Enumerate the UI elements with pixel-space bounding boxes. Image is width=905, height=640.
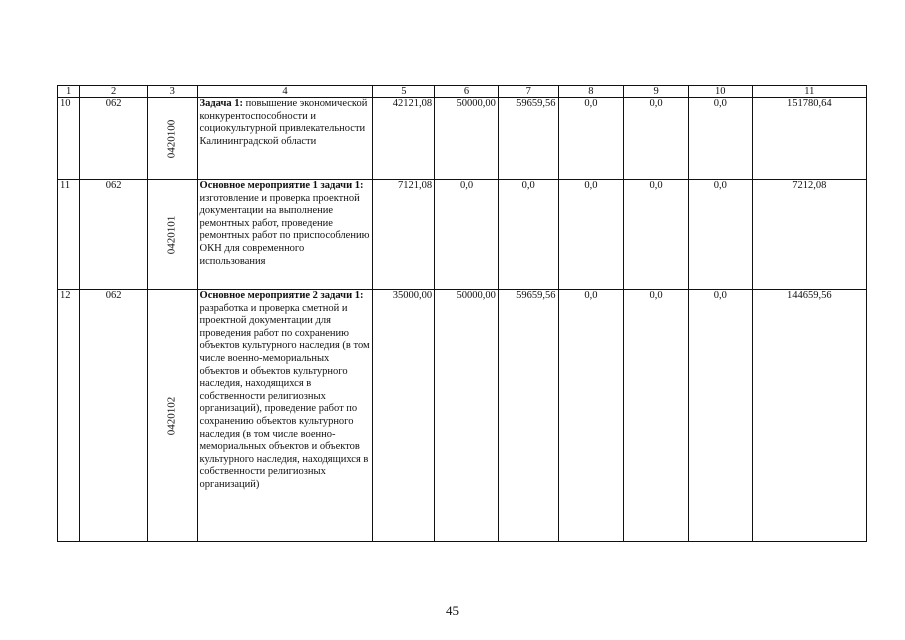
description-title: Задача 1:	[199, 98, 244, 109]
header-cell-7: 7	[498, 86, 558, 98]
value-col-10: 0,0	[688, 180, 752, 290]
ministry-code: 062	[80, 180, 148, 290]
ministry-code: 062	[80, 290, 148, 542]
value-col-5: 42121,08	[373, 98, 435, 180]
value-col-8: 0,0	[558, 290, 624, 542]
description-cell	[197, 98, 373, 180]
value-col-9: 0,0	[624, 180, 689, 290]
value-col-11: 151780,64	[752, 98, 866, 180]
value-col-8: 0,0	[558, 98, 624, 180]
value-col-6: 0,0	[435, 180, 499, 290]
value-col-10: 0,0	[688, 98, 752, 180]
value-col-6: 50000,00	[435, 290, 499, 542]
table-row	[58, 180, 867, 290]
csr-code: 0420102	[165, 396, 178, 435]
header-cell-2: 2	[80, 86, 148, 98]
ministry-code: 062	[80, 98, 148, 180]
header-cell-3: 3	[147, 86, 197, 98]
header-cell-9: 9	[624, 86, 689, 98]
header-cell-4: 4	[197, 86, 373, 98]
page-number: 45	[446, 603, 459, 618]
header-row	[58, 86, 867, 98]
value-col-6: 50000,00	[435, 98, 499, 180]
header-cell-10: 10	[688, 86, 752, 98]
description-title: Основное мероприятие 2 задачи 1:	[199, 290, 364, 301]
table-row	[58, 98, 867, 180]
value-col-9: 0,0	[624, 98, 689, 180]
value-col-5: 7121,08	[373, 180, 435, 290]
row-number: 11	[58, 180, 80, 290]
csr-code: 0420101	[165, 215, 178, 254]
value-col-7: 59659,56	[498, 98, 558, 180]
header-cell-8: 8	[558, 86, 624, 98]
value-col-5: 35000,00	[373, 290, 435, 542]
csr-code-cell	[147, 290, 197, 542]
description-text: изготовление и проверка проектной документации на выполнение ремонтных работ, проведение ремонтных работ по приспособлению ОКН для современного использования	[199, 192, 370, 267]
value-col-8: 0,0	[558, 180, 624, 290]
csr-code-cell	[147, 180, 197, 290]
value-col-10: 0,0	[688, 290, 752, 542]
value-col-7: 0,0	[498, 180, 558, 290]
description-text: повышение экономической конкурентоспособности и социокультурной привлекательности Калининградской области	[199, 98, 368, 147]
row-number: 10	[58, 98, 80, 180]
csr-code-cell	[147, 98, 197, 180]
value-col-11: 144659,56	[752, 290, 866, 542]
header-cell-11: 11	[752, 86, 866, 98]
header-cell-1: 1	[58, 86, 80, 98]
description-title: Основное мероприятие 1 задачи 1:	[199, 180, 364, 191]
row-number: 12	[58, 290, 80, 542]
value-col-11: 7212,08	[752, 180, 866, 290]
header-cell-6: 6	[435, 86, 499, 98]
program-table	[57, 85, 867, 542]
description-cell	[197, 180, 373, 290]
description-cell	[197, 290, 373, 542]
header-cell-5: 5	[373, 86, 435, 98]
description-text: разработка и проверка сметной и проектной документации для проведения работ по сохранению объектов культурного наследия (в том числе военно-мемориальных объектов и объектов культурного наследия, находящихся в собственности религиозных организаций), проведение работ по сохранению объектов культурного наследия (в том числе военно-мемориальных объектов и объектов культурного наследия, находящихся в собственности религиозных организаций)	[199, 302, 370, 490]
csr-code: 0420100	[165, 119, 178, 158]
table-row	[58, 290, 867, 542]
value-col-9: 0,0	[624, 290, 689, 542]
value-col-7: 59659,56	[498, 290, 558, 542]
